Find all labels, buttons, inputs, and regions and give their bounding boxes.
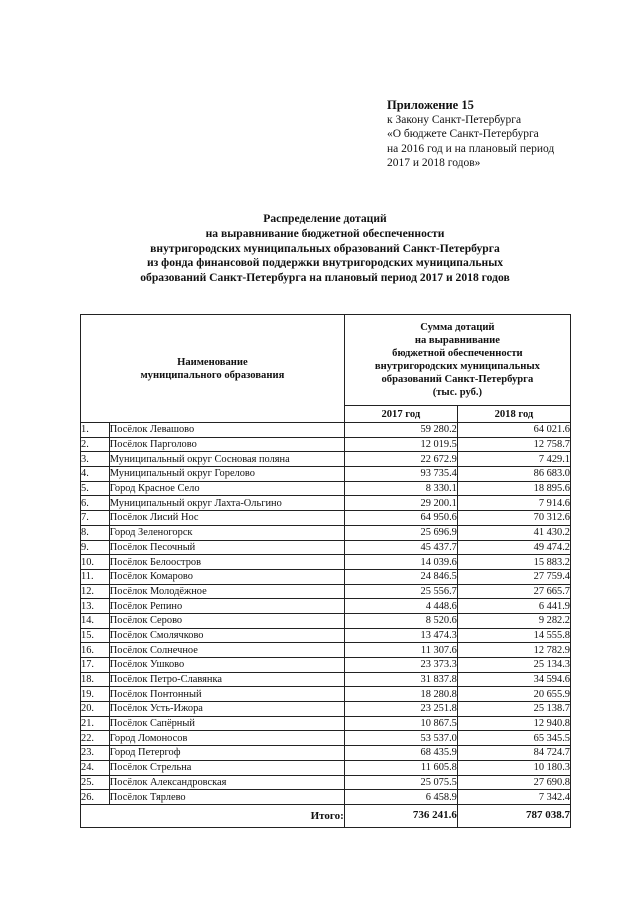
row-name: Посёлок Белоостров xyxy=(109,555,344,570)
row-number: 23. xyxy=(81,746,110,761)
row-value-2017: 11 307.6 xyxy=(344,643,457,658)
total-label: Итого: xyxy=(81,804,345,827)
row-value-2018: 41 430.2 xyxy=(457,525,570,540)
row-name: Посёлок Солнечное xyxy=(109,643,344,658)
row-value-2017: 93 735.4 xyxy=(344,467,457,482)
column-header-sum xyxy=(344,315,570,406)
annex-title: Приложение 15 xyxy=(387,98,474,112)
column-header-2018: 2018 год xyxy=(457,406,570,423)
row-value-2017: 25 696.9 xyxy=(344,525,457,540)
row-value-2018: 6 441.9 xyxy=(457,599,570,614)
row-value-2017: 31 837.8 xyxy=(344,672,457,687)
row-value-2017: 23 251.8 xyxy=(344,702,457,717)
row-value-2018: 27 665.7 xyxy=(457,584,570,599)
row-number: 12. xyxy=(81,584,110,599)
annex-block xyxy=(387,98,554,171)
table-row xyxy=(81,613,571,628)
annex-line: к Закону Санкт-Петербурга xyxy=(387,113,522,126)
heading-line: образований Санкт-Петербурга на плановый период 2017 и 2018 годов xyxy=(140,271,510,285)
row-number: 2. xyxy=(81,437,110,452)
row-value-2017: 6 458.9 xyxy=(344,790,457,805)
row-value-2018: 27 759.4 xyxy=(457,569,570,584)
row-value-2017: 11 605.8 xyxy=(344,760,457,775)
row-number: 24. xyxy=(81,760,110,775)
table-row xyxy=(81,702,571,717)
row-value-2018: 34 594.6 xyxy=(457,672,570,687)
row-number: 13. xyxy=(81,599,110,614)
row-name: Посёлок Смолячково xyxy=(109,628,344,643)
row-value-2017: 53 537.0 xyxy=(344,731,457,746)
row-value-2018: 7 914.6 xyxy=(457,496,570,511)
row-value-2017: 29 200.1 xyxy=(344,496,457,511)
row-number: 14. xyxy=(81,613,110,628)
row-value-2017: 10 867.5 xyxy=(344,716,457,731)
row-value-2018: 86 683.0 xyxy=(457,467,570,482)
table-row xyxy=(81,760,571,775)
row-name: Муниципальный округ Лахта-Ольгино xyxy=(109,496,344,511)
row-name: Посёлок Александровская xyxy=(109,775,344,790)
row-value-2017: 23 373.3 xyxy=(344,658,457,673)
row-value-2017: 25 556.7 xyxy=(344,584,457,599)
row-value-2017: 8 520.6 xyxy=(344,613,457,628)
table-row xyxy=(81,437,571,452)
table-row xyxy=(81,540,571,555)
row-name: Город Петергоф xyxy=(109,746,344,761)
row-name: Посёлок Репино xyxy=(109,599,344,614)
annex-line: «О бюджете Санкт-Петербурга xyxy=(387,128,539,141)
column-header-2017: 2017 год xyxy=(344,406,457,423)
table-row xyxy=(81,628,571,643)
row-name: Муниципальный округ Сосновая поляна xyxy=(109,452,344,467)
row-value-2018: 65 345.5 xyxy=(457,731,570,746)
row-name: Посёлок Левашово xyxy=(109,423,344,438)
table-row xyxy=(81,658,571,673)
document-heading xyxy=(80,212,570,286)
row-value-2018: 12 940.8 xyxy=(457,716,570,731)
row-value-2018: 9 282.2 xyxy=(457,613,570,628)
row-name: Посёлок Парголово xyxy=(109,437,344,452)
column-header-sum-line: на выравнивание xyxy=(414,335,500,346)
table-row xyxy=(81,467,571,482)
row-value-2018: 84 724.7 xyxy=(457,746,570,761)
table-row xyxy=(81,452,571,467)
row-value-2017: 64 950.6 xyxy=(344,511,457,526)
table-row xyxy=(81,584,571,599)
row-name: Посёлок Лисий Нос xyxy=(109,511,344,526)
column-header-name-line: муниципального образования xyxy=(140,369,285,381)
row-value-2017: 4 448.6 xyxy=(344,599,457,614)
table-row xyxy=(81,555,571,570)
row-value-2018: 14 555.8 xyxy=(457,628,570,643)
row-name: Муниципальный округ Горелово xyxy=(109,467,344,482)
table-row xyxy=(81,672,571,687)
row-name: Посёлок Молодёжное xyxy=(109,584,344,599)
row-value-2017: 24 846.5 xyxy=(344,569,457,584)
row-value-2017: 25 075.5 xyxy=(344,775,457,790)
row-value-2018: 25 138.7 xyxy=(457,702,570,717)
table-row xyxy=(81,775,571,790)
subsidy-table xyxy=(80,314,571,828)
row-number: 6. xyxy=(81,496,110,511)
row-name: Посёлок Песочный xyxy=(109,540,344,555)
row-value-2018: 18 895.6 xyxy=(457,481,570,496)
table-row xyxy=(81,687,571,702)
row-name: Посёлок Петро-Славянка xyxy=(109,672,344,687)
column-header-sum-line: (тыс. руб.) xyxy=(432,387,483,398)
row-name: Посёлок Понтонный xyxy=(109,687,344,702)
row-number: 11. xyxy=(81,569,110,584)
row-number: 3. xyxy=(81,452,110,467)
row-value-2018: 25 134.3 xyxy=(457,658,570,673)
column-header-sum-line: Сумма дотаций xyxy=(420,322,495,333)
row-value-2018: 20 655.9 xyxy=(457,687,570,702)
row-value-2018: 12 782.9 xyxy=(457,643,570,658)
row-number: 10. xyxy=(81,555,110,570)
table-row xyxy=(81,481,571,496)
table-row xyxy=(81,746,571,761)
row-name: Посёлок Комарово xyxy=(109,569,344,584)
row-number: 22. xyxy=(81,731,110,746)
table-row xyxy=(81,569,571,584)
row-number: 19. xyxy=(81,687,110,702)
row-value-2017: 13 474.3 xyxy=(344,628,457,643)
row-value-2017: 8 330.1 xyxy=(344,481,457,496)
column-header-name xyxy=(81,315,345,423)
row-number: 1. xyxy=(81,423,110,438)
row-number: 21. xyxy=(81,716,110,731)
row-name: Город Ломоносов xyxy=(109,731,344,746)
row-value-2017: 45 437.7 xyxy=(344,540,457,555)
total-2018: 787 038.7 xyxy=(457,804,570,827)
column-header-sum-line: внутригородских муниципальных xyxy=(374,361,540,372)
row-number: 15. xyxy=(81,628,110,643)
row-value-2018: 70 312.6 xyxy=(457,511,570,526)
row-number: 7. xyxy=(81,511,110,526)
row-name: Посёлок Сапёрный xyxy=(109,716,344,731)
table-row xyxy=(81,731,571,746)
row-name: Город Зеленогорск xyxy=(109,525,344,540)
heading-line: внутригородских муниципальных образований Санкт-Петербурга xyxy=(150,241,500,255)
table-row xyxy=(81,716,571,731)
column-header-sum-line: образований Санкт-Петербурга xyxy=(381,374,534,385)
table-row xyxy=(81,643,571,658)
table-row xyxy=(81,496,571,511)
row-value-2018: 15 883.2 xyxy=(457,555,570,570)
row-number: 5. xyxy=(81,481,110,496)
table-row xyxy=(81,525,571,540)
table-row xyxy=(81,790,571,805)
row-number: 4. xyxy=(81,467,110,482)
row-value-2017: 59 280.2 xyxy=(344,423,457,438)
row-value-2017: 22 672.9 xyxy=(344,452,457,467)
row-number: 8. xyxy=(81,525,110,540)
row-number: 26. xyxy=(81,790,110,805)
row-value-2017: 12 019.5 xyxy=(344,437,457,452)
heading-line: из фонда финансовой поддержки внутригородских муниципальных xyxy=(146,256,504,270)
annex-line: 2017 и 2018 годов» xyxy=(387,157,481,170)
row-number: 20. xyxy=(81,702,110,717)
row-name: Город Красное Село xyxy=(109,481,344,496)
total-row xyxy=(81,804,571,827)
row-value-2018: 10 180.3 xyxy=(457,760,570,775)
row-number: 9. xyxy=(81,540,110,555)
table-body xyxy=(81,423,571,805)
row-value-2017: 18 280.8 xyxy=(344,687,457,702)
table-row xyxy=(81,423,571,438)
total-2017: 736 241.6 xyxy=(344,804,457,827)
row-name: Посёлок Тярлево xyxy=(109,790,344,805)
row-name: Посёлок Усть-Ижора xyxy=(109,702,344,717)
row-value-2017: 68 435.9 xyxy=(344,746,457,761)
row-name: Посёлок Ушково xyxy=(109,658,344,673)
row-number: 17. xyxy=(81,658,110,673)
row-value-2018: 27 690.8 xyxy=(457,775,570,790)
row-name: Посёлок Стрельна xyxy=(109,760,344,775)
row-value-2018: 7 342.4 xyxy=(457,790,570,805)
row-number: 16. xyxy=(81,643,110,658)
row-value-2018: 49 474.2 xyxy=(457,540,570,555)
column-header-name-line: Наименование xyxy=(177,356,248,368)
heading-line: Распределение дотаций xyxy=(263,212,387,225)
annex-line: на 2016 год и на плановый период xyxy=(387,142,555,155)
table-row xyxy=(81,511,571,526)
row-value-2018: 7 429.1 xyxy=(457,452,570,467)
row-name: Посёлок Серово xyxy=(109,613,344,628)
row-number: 18. xyxy=(81,672,110,687)
heading-line: на выравнивание бюджетной обеспеченности xyxy=(205,226,445,240)
row-value-2018: 12 758.7 xyxy=(457,437,570,452)
column-header-sum-line: бюджетной обеспеченности xyxy=(392,348,523,359)
row-number: 25. xyxy=(81,775,110,790)
table-row xyxy=(81,599,571,614)
row-value-2018: 64 021.6 xyxy=(457,423,570,438)
row-value-2017: 14 039.6 xyxy=(344,555,457,570)
